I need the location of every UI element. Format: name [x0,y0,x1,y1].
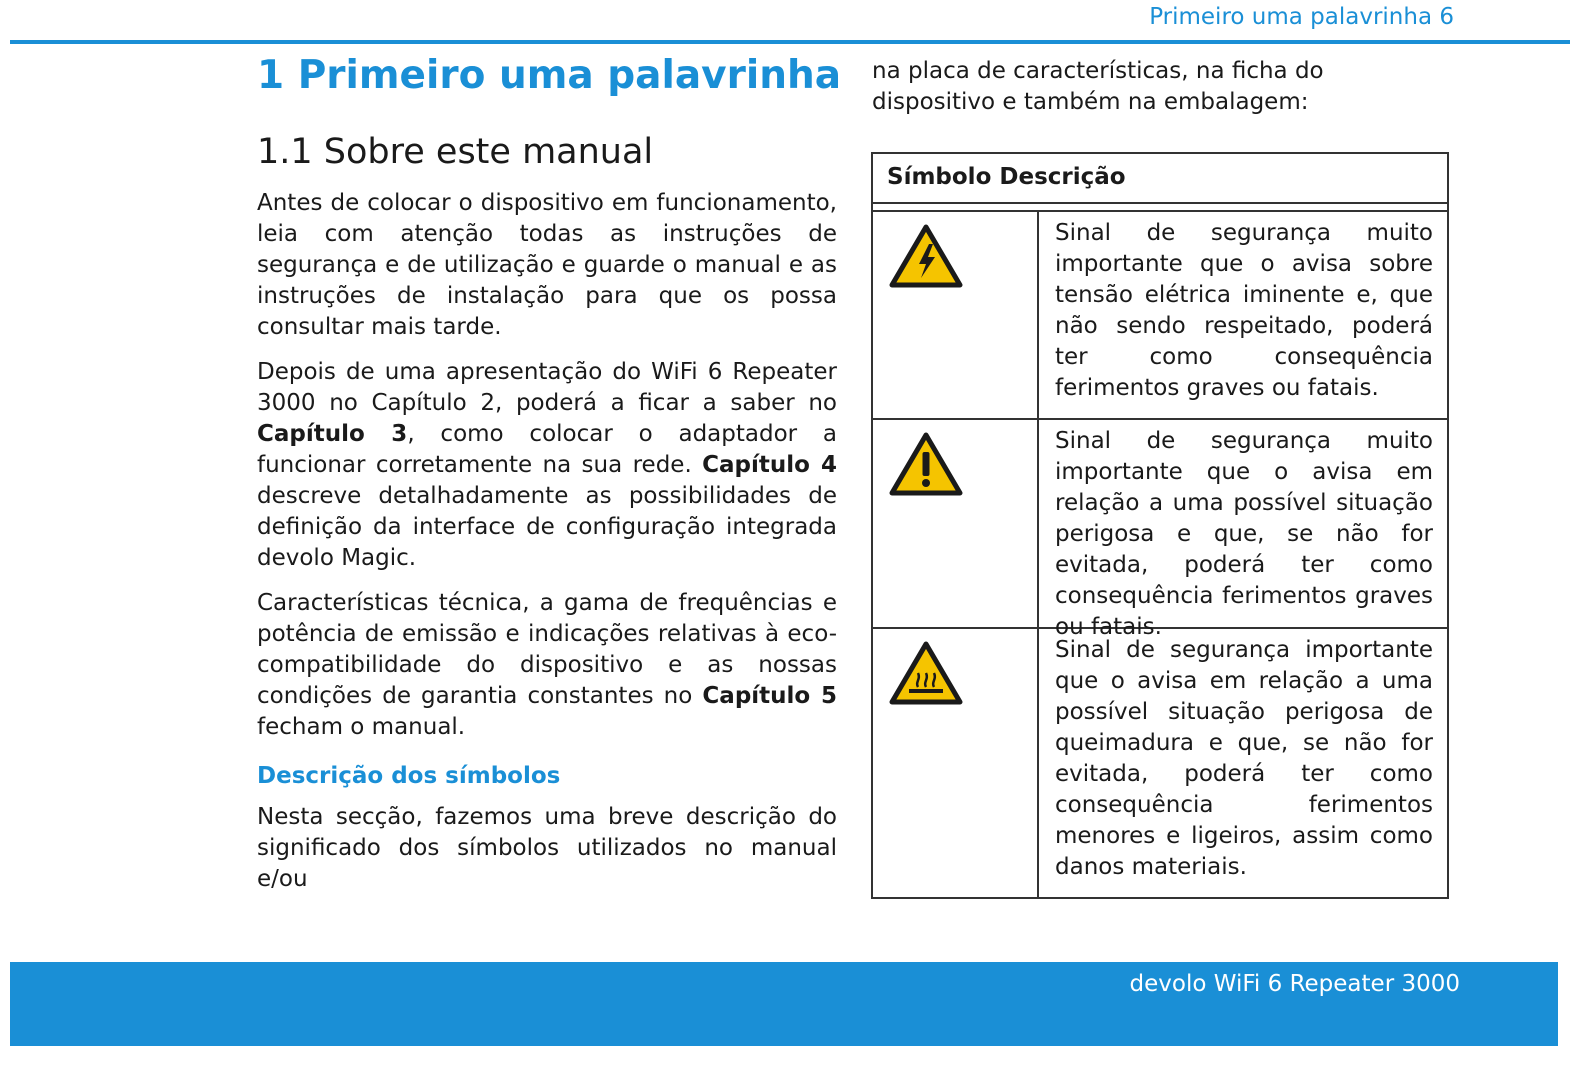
footer-product-name: devolo WiFi 6 Repeater 3000 [1129,971,1460,997]
symbol-description: Sinal de segurança muito importante que o avisa em relação a uma possível situação perigosa e que, se não for evitada, poderá ter como consequência ferimentos graves ou fatais. [1055,428,1433,640]
paragraph-chapters [257,357,837,574]
chapter-4-reference: Capítulo 4 [702,452,837,478]
text-run: descreve detalhadamente as possibilidades de definição da interface de configuração integrada devolo Magic. [257,483,837,571]
running-header: Primeiro uma palavrinha 6 [1149,4,1454,30]
symbols-subheading: Descrição dos símbolos [257,763,561,789]
paragraph-symbols: Nesta secção, fazemos uma breve descrição do significado dos símbolos utilizados no manual e/ou [257,804,837,892]
symbol-cell [873,420,1039,627]
paragraph-symbols-continued: na placa de características, na ficha do dispositivo e também na embalagem: [872,58,1324,115]
electrical-hazard-icon [889,224,963,288]
section-title: 1.1 Sobre este manual [257,132,654,172]
general-warning-icon [889,432,963,496]
table-row [873,212,1447,420]
left-column [257,50,842,909]
header-rule [10,40,1570,44]
text-run: Depois de uma apresentação do WiFi 6 Repeater 3000 no Capítulo 2, poderá a ficar a saber no [257,359,837,416]
chapter-3-reference: Capítulo 3 [257,421,408,447]
table-header [873,154,1447,204]
paragraph-intro: Antes de colocar o dispositivo em funcionamento, leia com atenção todas as instruções de segurança e de utilização e guarde o manual e as instruções de instalação para que os possa consultar mais tarde. [257,190,837,340]
hot-surface-icon [889,641,963,705]
table-row [873,420,1447,640]
text-run: fecham o manual. [257,714,466,740]
table-header-divider [873,204,1447,212]
text-run: Características técnica, a gama de frequências e potência de emissão e indicações relativas à eco-compatibilidade do dispositivo e as nossas condições de garantia constantes no [257,590,837,709]
symbol-description: Sinal de segurança muito importante que o avisa sobre tensão elétrica iminente e, que não sendo respeitado, poderá ter como consequência ferimentos graves ou fatais. [1055,220,1433,401]
symbol-cell [873,629,1039,897]
symbols-table [871,152,1449,899]
paragraph-technical [257,588,837,743]
symbol-description: Sinal de segurança importante que o avisa em relação a uma possível situação perigosa de queimadura e que, se não for evitada, poderá ter como consequência ferimentos menores e ligeiros, assim como danos materiais. [1055,637,1433,880]
table-header-label: Símbolo Descrição [887,164,1126,190]
text-run: , como colocar o adaptador a funcionar corretamente na sua rede. [257,421,838,478]
chapter-title: 1 Primeiro uma palavrinha [257,53,842,98]
table-row [873,629,1447,897]
symbol-cell [873,212,1039,418]
right-column [872,56,1454,118]
chapter-5-reference: Capítulo 5 [702,683,838,709]
